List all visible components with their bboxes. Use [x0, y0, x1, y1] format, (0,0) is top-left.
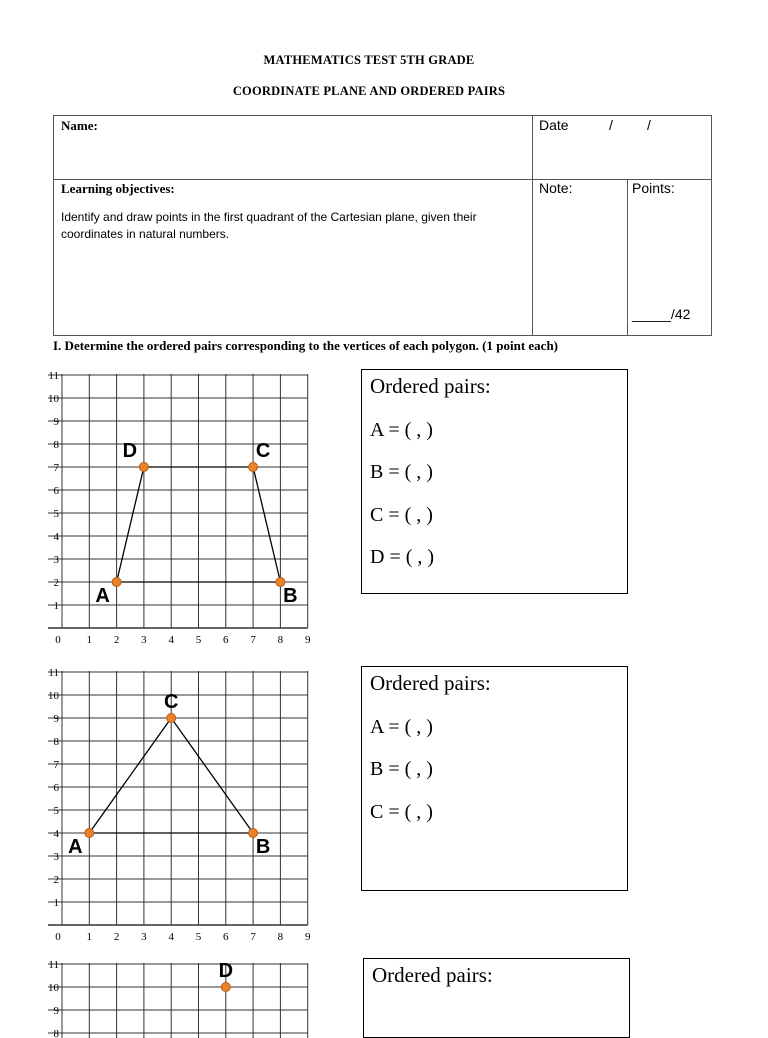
y-tick-label: 2 [53, 874, 59, 886]
polygon-edge [253, 467, 280, 582]
answer-box-title: Ordered pairs: [370, 374, 491, 398]
y-tick-label: 8 [53, 439, 59, 451]
vertex-label: C [163, 691, 179, 713]
y-tick-label: 8 [53, 1028, 59, 1038]
y-tick-label: 5 [53, 508, 59, 520]
y-tick-label: 7 [53, 462, 59, 474]
x-tick-label: 1 [86, 931, 93, 943]
ordered-pair-b: B = ( , ) [370, 758, 433, 780]
x-tick-label: 0 [55, 931, 61, 943]
vertex-point [85, 829, 94, 838]
section-heading: I. Determine the ordered pairs corresponding to the vertices of each polygon. (1 point each) [53, 338, 559, 353]
x-tick-label: 6 [223, 634, 229, 646]
vertex-point [112, 578, 121, 587]
answer-box-2 [361, 666, 628, 891]
ordered-pair-a: A = ( , ) [370, 419, 433, 441]
y-tick-label: 10 [48, 690, 59, 702]
x-tick-label: 2 [113, 634, 120, 646]
x-tick-label: 8 [277, 931, 284, 943]
y-tick-label: 6 [53, 485, 59, 497]
table-divider [627, 179, 628, 335]
y-tick-label: 8 [53, 736, 59, 748]
x-tick-label: 3 [141, 931, 147, 943]
x-tick-label: 3 [141, 634, 147, 646]
info-table [53, 115, 712, 336]
vertex-label: D [218, 960, 234, 982]
y-tick-label: 10 [48, 982, 59, 994]
y-tick-label: 1 [53, 897, 59, 909]
objectives-label: Learning objectives: [61, 181, 175, 196]
y-tick-label: 3 [53, 851, 59, 863]
y-tick-label: 11 [48, 667, 59, 679]
x-tick-label: 5 [195, 634, 202, 646]
date-separator: / [647, 117, 651, 133]
answer-box-title: Ordered pairs: [372, 963, 493, 987]
answer-box-3 [363, 958, 630, 1038]
polygon-edge [171, 718, 253, 833]
test-title: MATHEMATICS TEST 5TH GRADE [263, 53, 475, 67]
y-tick-label: 5 [53, 805, 59, 817]
x-tick-label: 4 [168, 634, 174, 646]
vertex-point [221, 983, 230, 992]
coordinate-grid-3 [38, 944, 328, 1038]
date-separator: / [609, 117, 613, 133]
date-label: Date [539, 117, 569, 133]
ordered-pair-c: C = ( , ) [370, 801, 433, 823]
x-tick-label: 9 [304, 634, 311, 646]
y-tick-label: 4 [53, 828, 59, 840]
points-total: _____/42 [632, 306, 691, 322]
answer-box-title: Ordered pairs: [370, 671, 491, 695]
vertex-label: A [68, 836, 83, 858]
x-tick-label: 6 [223, 931, 229, 943]
ordered-pair-b: B = ( , ) [370, 461, 433, 483]
x-tick-label: 0 [55, 634, 61, 646]
y-tick-label: 3 [53, 554, 59, 566]
vertex-point [139, 463, 148, 472]
vertex-label: B [255, 836, 271, 858]
name-label: Name: [61, 118, 98, 133]
y-tick-label: 9 [53, 713, 59, 725]
y-tick-label: 9 [53, 416, 59, 428]
note-label: Note: [539, 180, 573, 196]
y-tick-label: 11 [48, 959, 59, 971]
polygon-edge [117, 467, 144, 582]
y-tick-label: 7 [53, 759, 59, 771]
vertex-point [249, 463, 258, 472]
ordered-pair-a: A = ( , ) [370, 716, 433, 738]
vertex-label: A [95, 585, 110, 607]
answer-box-1 [361, 369, 628, 594]
vertex-label: C [255, 440, 271, 462]
points-label: Points: [632, 180, 675, 196]
y-tick-label: 10 [48, 393, 59, 405]
x-tick-label: 2 [113, 931, 120, 943]
x-tick-label: 7 [250, 931, 256, 943]
vertex-label: B [283, 585, 298, 607]
objectives-text: Identify and draw points in the first quadrant of the Cartesian plane, given their coordinates in natural numbers. [61, 210, 477, 241]
y-tick-label: 6 [53, 782, 59, 794]
table-divider [532, 116, 533, 335]
x-tick-label: 5 [195, 931, 202, 943]
x-tick-label: 9 [304, 931, 311, 943]
y-tick-label: 4 [53, 531, 59, 543]
x-tick-label: 8 [277, 634, 284, 646]
vertex-label: D [122, 440, 138, 462]
y-tick-label: 1 [53, 600, 59, 612]
ordered-pair-c: C = ( , ) [370, 504, 433, 526]
y-tick-label: 11 [48, 370, 59, 382]
table-divider [54, 179, 711, 180]
polygon-edge [89, 718, 171, 833]
x-tick-label: 7 [250, 634, 256, 646]
y-tick-label: 2 [53, 577, 59, 589]
y-tick-label: 9 [53, 1005, 59, 1017]
coordinate-grid-2 [38, 652, 328, 943]
coordinate-grid-1 [38, 355, 328, 646]
x-tick-label: 1 [86, 634, 93, 646]
ordered-pair-d: D = ( , ) [370, 546, 435, 568]
test-subtitle: COORDINATE PLANE AND ORDERED PAIRS [232, 84, 506, 98]
vertex-point [167, 714, 176, 723]
x-tick-label: 4 [168, 931, 174, 943]
